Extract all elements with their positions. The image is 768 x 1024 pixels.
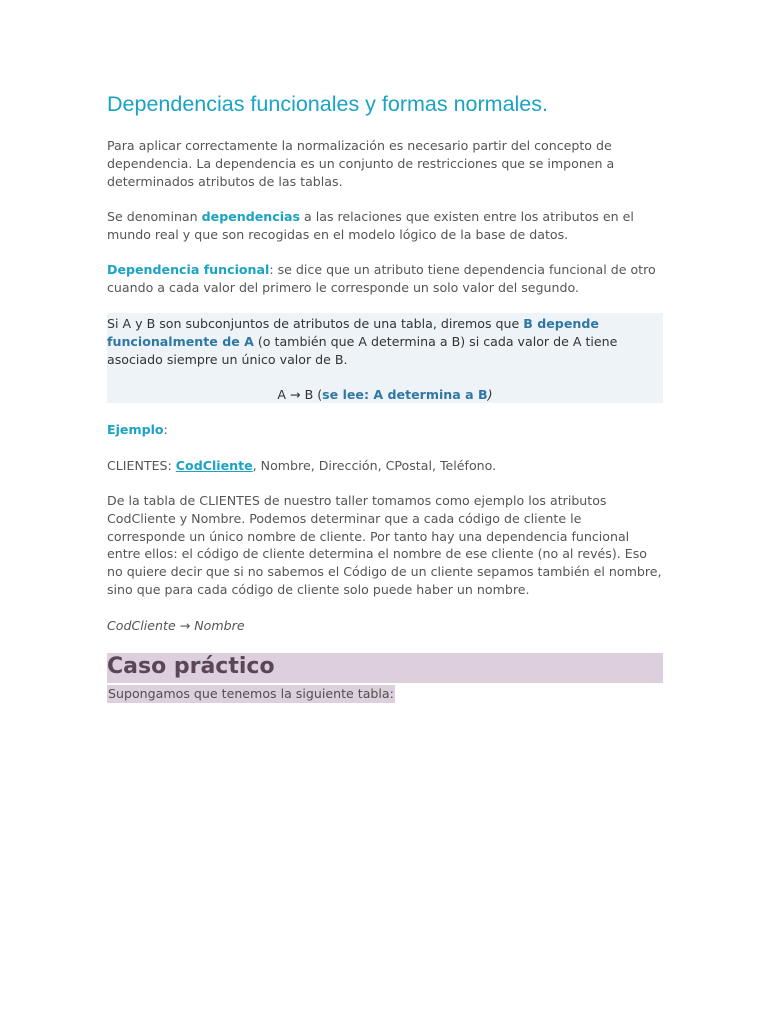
clientes-rest: , Nombre, Dirección, CPostal, Teléfono.: [252, 458, 497, 473]
dependencias-before: Se denominan: [107, 209, 202, 224]
case-subtitle: Supongamos que tenemos la siguiente tabla:: [108, 686, 394, 701]
definition-box: [107, 313, 663, 403]
formula-read: se lee: A determina a B: [322, 387, 488, 402]
funcional-term: Dependencia funcional: [107, 262, 270, 277]
funcional-after: : se dice que un atributo tiene dependencia funcional de otro cuando a cada valor del primero le corresponde un solo valor del segundo.: [107, 262, 656, 295]
case-title: Caso práctico: [107, 654, 275, 679]
funcional-paragraph: [107, 261, 663, 297]
page-title: Dependencias funcionales y formas normales.: [107, 92, 548, 116]
definition-before: Si A y B son subconjuntos de atributos de una tabla, diremos que: [107, 316, 524, 331]
example-colon: :: [163, 422, 168, 437]
codcliente-link[interactable]: CodCliente: [175, 458, 253, 473]
dependencias-paragraph: [107, 208, 663, 244]
formula-suffix: ): [487, 387, 493, 402]
dependencias-term: dependencias: [201, 209, 301, 224]
case-heading-bar: [107, 653, 663, 683]
definition-highlight: B depende funcionalmente de A: [107, 316, 599, 349]
clientes-prefix: CLIENTES:: [107, 458, 176, 473]
example-label: Ejemplo: [107, 422, 164, 437]
formula-prefix: A → B (: [277, 387, 323, 402]
example-heading: [107, 421, 663, 439]
example-formula: CodCliente → Nombre: [107, 618, 245, 633]
clientes-line: [107, 457, 663, 475]
definition-after: (o también que A determina a B) si cada valor de A tiene asociado siempre un único valor de B.: [107, 333, 618, 367]
dependencias-after: a las relaciones que existen entre los atributos en el mundo real y que son recogidas en el modelo lógico de la base de datos.: [107, 209, 634, 242]
example-explanation: De la tabla de CLIENTES de nuestro taller tomamos como ejemplo los atributos CodCliente y Nombre. Podemos determinar que a cada código de cliente le corresponde un único nombre de cliente. Por tanto hay una dependencia funcional entre ellos: el código de cliente determina el nombre de ese cliente (no al revés). Eso no quiere decir que si no sabemos el Código de un cliente sepamos también el nombre, sino que para cada código de cliente solo puede haber un nombre.: [107, 493, 662, 597]
definition-text: [107, 315, 663, 368]
definition-formula: [107, 387, 663, 403]
intro-paragraph: Para aplicar correctamente la normalización es necesario partir del concepto de dependencia. La dependencia es un conjunto de restricciones que se imponen a determinados atributos de las tablas.: [107, 138, 615, 189]
